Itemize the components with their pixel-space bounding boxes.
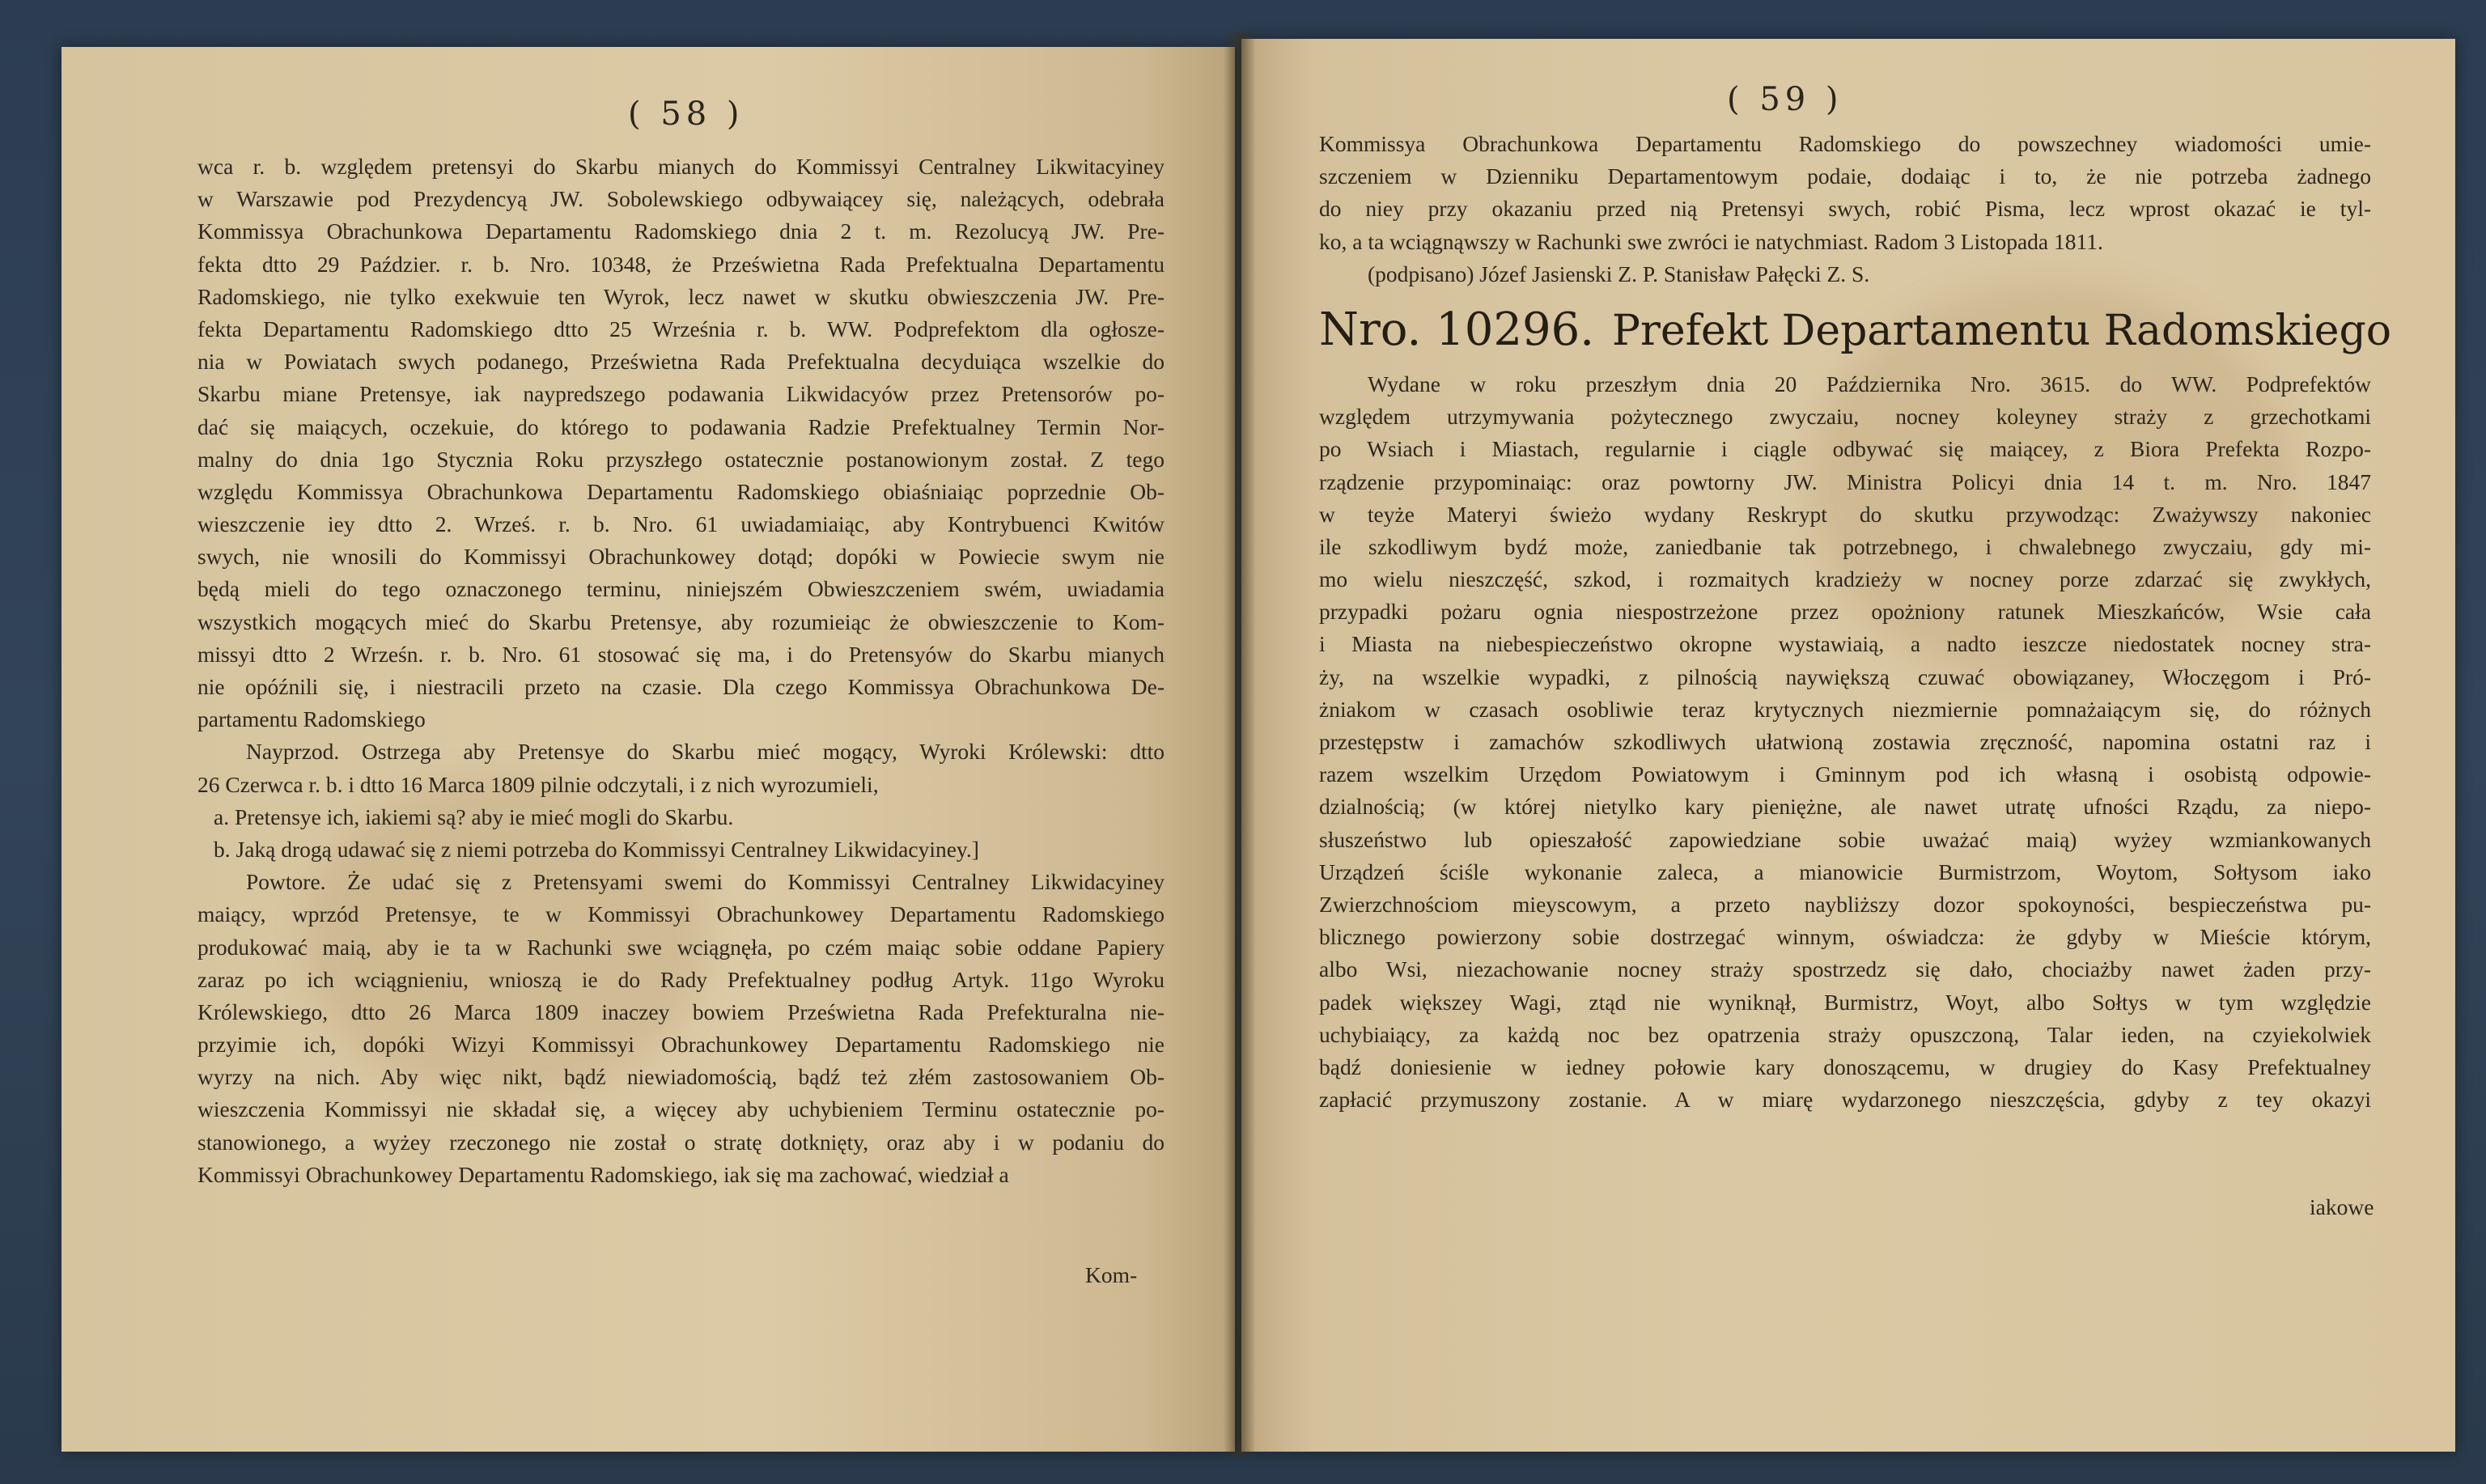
text-line: Urządzeń ściśle wykonanie zaleca, a mianowicie Burmistrzom, Woytom, Sołtysom iako <box>1319 859 2371 884</box>
text-line: będą mieli do tego oznaczonego terminu, niniejszém Obwieszczeniem swém, uwiadamia <box>197 576 1165 602</box>
text-line: nie opóźnili się, i niestracili przeto na czasie. Dla czego Kommissya Obrachunkowa De- <box>197 674 1165 699</box>
text-line: Nayprzod. Ostrzega aby Pretensye do Skarbu mieć mogący, Wyroki Królewski: dtto <box>246 739 1165 765</box>
text-line: stanowionego, a wyżey rzeczonego nie został o stratę dotknięty, oraz aby i w podaniu do <box>197 1129 1165 1155</box>
text-line: przypadki pożaru ognia niespostrzeżone przez opożniony ratunek Mieszkańców, Wsie cała <box>1319 599 2371 625</box>
text-line: względem utrzymywania pożytecznego zwyczaiu, nocney koleyney straży z grzechotkami <box>1319 404 2371 430</box>
text-line: po Wsiach i Miastach, regularnie i ciągle odbywać się maiącey, z Biora Prefekta Rozpo- <box>1319 436 2371 462</box>
text-line: Kommissya Obrachunkowa Departamentu Radomskiego do powszechney wiadomości umie- <box>1319 131 2371 156</box>
text-line: Kommissya Obrachunkowa Departamentu Radomskiego dnia 2 t. m. Rezolucyą JW. Pre- <box>197 218 1165 244</box>
text-line: albo Wsi, niezachowanie nocney straży spostrzedz się dało, chociażby nawet żaden przy- <box>1319 956 2371 982</box>
text-line: rządzenie przypominaiąc: oraz powtorny JW. Ministra Policyi dnia 14 t. m. Nro. 1847 <box>1319 469 2371 494</box>
text-line: Wydane w roku przeszłym dnia 20 Października Nro. 3615. do WW. Podprefektów <box>1368 371 2371 396</box>
text-line: fekta Departamentu Radomskiego dtto 25 Września r. b. WW. Podprefektom dla ogłosze- <box>197 316 1165 341</box>
text-line: Królewskiego, dtto 26 Marca 1809 inaczey bowiem Prześwietna Rada Prefekturalna nie- <box>197 999 1165 1024</box>
right-page-text <box>1319 128 2392 1116</box>
text-line: wieszczenia Kommissyi nie składał się, a więcey aby uchybieniem Terminu ostatecznie po- <box>197 1096 1165 1122</box>
text-line: w Warszawie pod Prezydencyą JW. Sobolewskiego odbywaiącey się, należących, odebrała <box>197 186 1165 212</box>
page-number-left: ( 58 ) <box>628 95 745 133</box>
section-heading <box>1319 300 2392 365</box>
text-line: mo wielu nieszczęść, szkod, i rozmaitych kradzieży w nocney porze zdarzać się zwykłych, <box>1319 566 2371 592</box>
text-line: słuszeństwo lub opieszałość zapowiedziane sobie uważać maią) wyżey wzmiankowanych <box>1319 826 2371 852</box>
text-line: Radomskiego, nie tylko exekwuie ten Wyrok, lecz nawet w skutku obwieszczenia JW. Pre- <box>197 283 1165 309</box>
text-line: uchybiaiący, za każdą noc bez opatrzenia straży opuszczoną, Talar ieden, na czyiekolwiek <box>1319 1021 2371 1047</box>
heading-title: Prefekt Departamentu Radomskiego <box>1612 306 2392 355</box>
text-line: przestępstw i zamachów szkodliwych ułatwioną zostawia zręczność, napomina ostatni raz i <box>1319 729 2371 754</box>
text-line: swych, nie wnosili do Kommissyi Obrachunkowey dotąd; dopóki w Powiecie swym nie <box>197 544 1165 570</box>
text-line: maiący, wprzód Pretensye, te w Kommissyi Obrachunkowey Departamentu Radomskiego <box>197 901 1165 927</box>
text-line: ile szkodliwym bydź może, zaniedbanie tak potrzebnego, i chwalebnego zwyczaiu, gdy mi- <box>1319 533 2371 559</box>
text-line: wyrzy na nich. Aby więc nikt, bądź niewiadomością, bądź też złém zastosowaniem Ob- <box>197 1064 1165 1090</box>
text-line: Zwierzchnościom mieyscowym, a przeto naybliższy dozor spokoyności, bespieczeństwa pu- <box>1319 891 2371 917</box>
text-line: wca r. b. względem pretensyi do Skarbu mianych do Kommissyi Centralney Likwitacyiney <box>197 154 1165 179</box>
text-line: fekta dtto 29 Paździer. r. b. Nro. 10348, że Prześwietna Rada Prefektualna Departamentu <box>197 251 1165 277</box>
text-line: (podpisano) Józef Jasienski Z. P. Stanisław Pałęcki Z. S. <box>1368 261 1870 286</box>
text-line: Kommissyi Obrachunkowey Departamentu Radomskiego, iak się ma zachować, wiedział a <box>197 1161 1009 1187</box>
text-line: i Miasta na niebespieczeństwo okropne wystawiaią, a nadto ieszcze niedostatek nocney stra- <box>1319 631 2371 657</box>
left-page-text <box>197 151 1165 1191</box>
text-line: Powtore. Że udać się z Pretensyami swemi do Kommissyi Centralney Likwidacyiney <box>246 869 1165 895</box>
text-line: do niey przy okazaniu przed nią Pretensyi swych, robić Pisma, lecz wprost okazać ie tyl- <box>1319 196 2371 222</box>
catchword-left: Kom- <box>1085 1262 1138 1287</box>
text-line: względu Kommissya Obrachunkowa Departamentu Radomskiego obiaśniaiąc poprzednie Ob- <box>197 478 1165 504</box>
text-line: 26 Czerwca r. b. i dtto 16 Marca 1809 pilnie odczytali, i z nich wyrozumieli, <box>197 771 879 797</box>
text-line: padek większey Wagi, ztąd nie wyniknął, Burmistrz, Woyt, albo Sołtys w tym względzie <box>1319 989 2371 1015</box>
text-line: ży, na wszelkie wypadki, z pilnością naywiększą czuwać obowiązaney, Włoczęgom i Pró- <box>1319 664 2371 689</box>
text-line: szczeniem w Dzienniku Departamentowym podaie, dodaiąc i to, że nie potrzeba żadnego <box>1319 163 2371 189</box>
text-line: missyi dtto 2 Wrześn. r. b. Nro. 61 stosować się ma, i do Pretensyów do Skarbu mianych <box>197 641 1165 667</box>
text-line: wieszczenie iey dtto 2. Wrześ. r. b. Nro. 61 uwiadamiaiąc, aby Kontrybuenci Kwitów <box>197 511 1165 537</box>
text-line: wszystkich mogących mieć do Skarbu Pretensye, aby rozumieiąc że obwieszczenie to Kom- <box>197 608 1165 634</box>
text-line: a. Pretensye ich, iakiemi są? aby ie mieć mogli do Skarbu. <box>214 803 734 829</box>
text-line: Skarbu miane Pretensye, iak naypredszego podawania Likwidacyów przez Pretensorów po- <box>197 381 1165 407</box>
text-line: partamentu Radomskiego <box>197 706 426 732</box>
text-line: dać się maiących, oczekuie, do którego to podawania Radzie Prefektualney Termin Nor- <box>197 413 1165 439</box>
left-page <box>62 47 1235 1452</box>
text-line: przyimie ich, dopóki Wizyi Kommissyi Obrachunkowey Departamentu Radomskiego nie <box>197 1032 1165 1058</box>
page-number-right: ( 59 ) <box>1727 81 1843 118</box>
right-page <box>1241 39 2455 1452</box>
text-line: dzialnością; (w której nietylko kary pieniężne, ale nawet utratę ufności Rządu, za niepo- <box>1319 794 2371 820</box>
text-line: blicznego powierzony sobie dostrzegać winnym, oświadcza: że gdyby w Mieście którym, <box>1319 924 2371 950</box>
heading-number: Nro. 10296. <box>1319 303 1595 356</box>
text-line: zaraz po ich wciągnieniu, wnioszą ie do Rady Prefektualney podług Artyk. 11go Wyroku <box>197 966 1165 992</box>
text-line: razem wszelkim Urzędom Powiatowym i Gminnym pod ich własną i osobistą odpowie- <box>1319 761 2371 787</box>
text-line: malny do dnia 1go Stycznia Roku przyszłego ostatecznie postanowionym został. Z tego <box>197 446 1165 472</box>
text-line: ko, a ta wciągnąwszy w Rachunki swe zwróci ie natychmiast. Radom 3 Listopada 1811. <box>1319 228 2103 254</box>
text-line: żniakom w czasach osobliwie teraz krytycznych niezmiernie pomnażaiącym się, do różnych <box>1319 696 2371 722</box>
text-line: bądź doniesienie w iedney połowie kary donoszącemu, w drugiey do Kasy Prefektualney <box>1319 1054 2371 1079</box>
text-line: w teyże Materyi świeżo wydany Reskrypt do skutku przywodząc: Zważywszy nakoniec <box>1319 501 2371 527</box>
text-line: nia w Powiatach swych podanego, Prześwietna Rada Prefektualna decyduiąca wszelkie do <box>197 349 1165 375</box>
text-line: produkować maią, aby ie ta w Rachunki swe wciągnęła, po czém maiąc sobie oddane Papiery <box>197 934 1165 960</box>
catchword-right: iakowe <box>2310 1194 2374 1219</box>
book-gutter <box>1224 32 1256 1456</box>
text-line: zapłacić przymuszony zostanie. A w miarę wydarzonego nieszczęścia, gdyby z tey okazyi <box>1319 1087 2371 1113</box>
text-line: b. Jaką drogą udawać się z niemi potrzeba do Kommissyi Centralney Likwidacyiney.] <box>214 836 979 862</box>
